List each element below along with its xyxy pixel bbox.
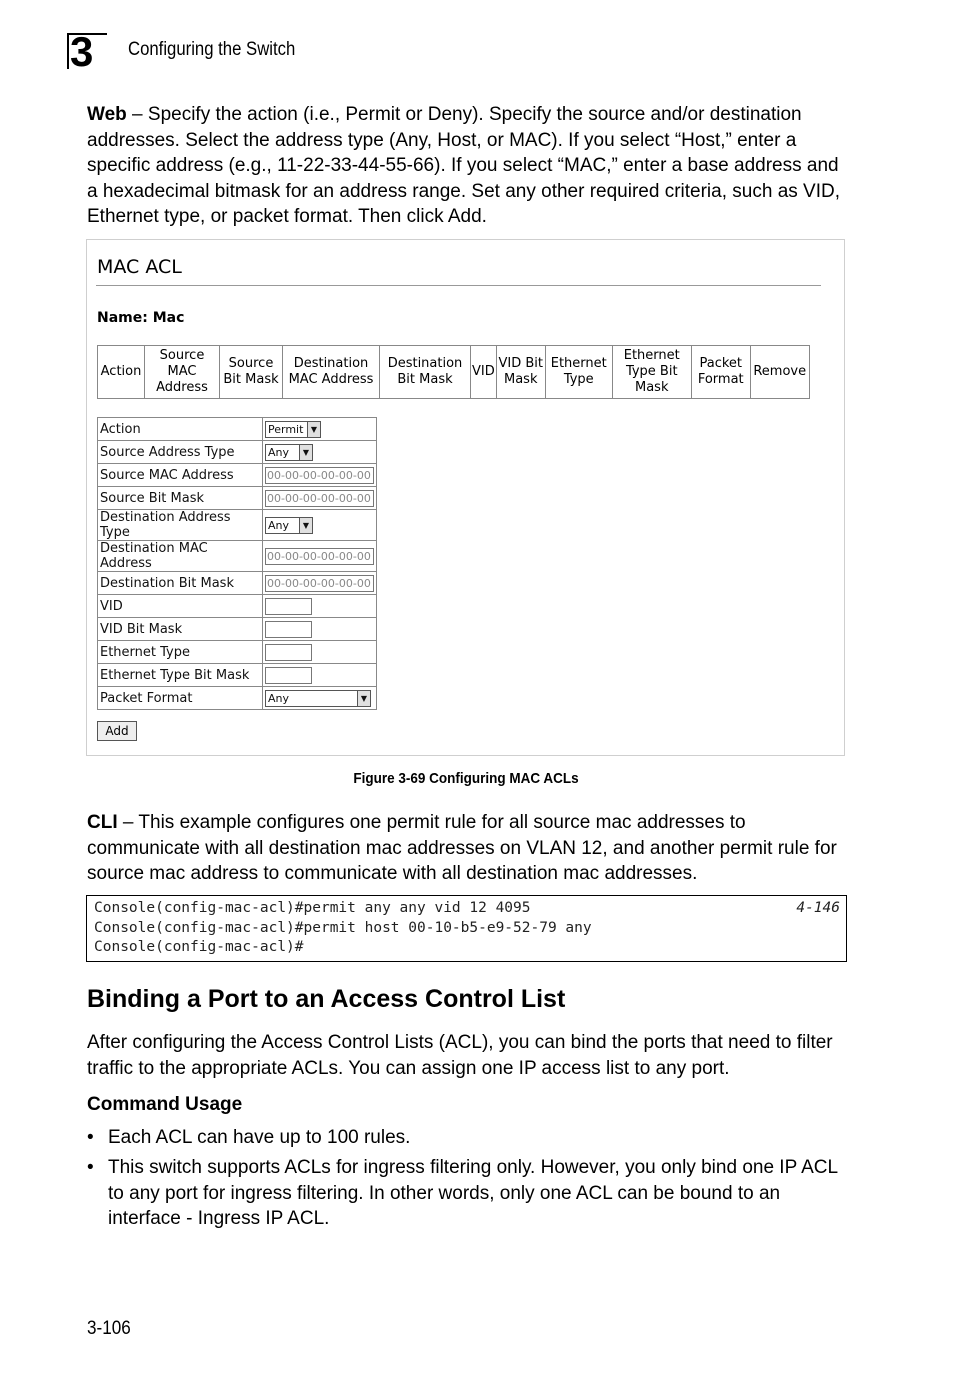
cli-label: CLI bbox=[87, 812, 118, 833]
form-label: Destination MAC Address bbox=[98, 541, 263, 572]
add-button[interactable]: Add bbox=[97, 721, 137, 741]
packet-format-select[interactable]: Any ▼ bbox=[265, 690, 371, 707]
mac-acl-title: MAC ACL bbox=[97, 256, 182, 278]
form-label: Source MAC Address bbox=[98, 464, 263, 487]
acl-name-label: Name: Mac bbox=[97, 310, 185, 326]
rule-columns-table bbox=[97, 345, 810, 399]
code-line: Console(config-mac-acl)#permit any any vid 12 4095 bbox=[94, 900, 531, 916]
col-ether-type: Ethernet Type bbox=[545, 346, 612, 399]
ether-type-input[interactable] bbox=[265, 644, 312, 661]
vid-input[interactable] bbox=[265, 598, 312, 615]
section-heading: Binding a Port to an Access Control List bbox=[87, 985, 566, 1013]
form-label: VID Bit Mask bbox=[98, 618, 263, 641]
source-mask-input[interactable]: 00-00-00-00-00-00 bbox=[265, 490, 374, 507]
col-packet-format: Packet Format bbox=[691, 346, 750, 399]
section-paragraph: After configuring the Access Control Lists (ACL), you can bind the ports that need to filter traffic to the appropriate ACLs. You can assign one IP access list to any port. bbox=[87, 1032, 833, 1079]
web-label: Web bbox=[87, 104, 127, 125]
chevron-down-icon: ▼ bbox=[299, 445, 312, 460]
dest-type-select[interactable]: Any ▼ bbox=[265, 517, 313, 534]
col-dest-mac: Destination MAC Address bbox=[283, 346, 380, 399]
dest-mac-input[interactable]: 00-00-00-00-00-00 bbox=[265, 548, 374, 565]
form-label: Source Address Type bbox=[98, 441, 263, 464]
title-divider bbox=[96, 285, 821, 286]
page-number: 3-106 bbox=[87, 1318, 131, 1339]
col-dest-mask: Destination Bit Mask bbox=[380, 346, 471, 399]
chapter-title: Configuring the Switch bbox=[128, 39, 296, 60]
col-source-mac: Source MAC Address bbox=[145, 346, 220, 399]
form-label: Action bbox=[98, 418, 263, 441]
col-vid-mask: VID Bit Mask bbox=[496, 346, 545, 399]
form-label: Ethernet Type bbox=[98, 641, 263, 664]
bullet-icon: • bbox=[87, 1157, 94, 1178]
command-usage-heading: Command Usage bbox=[87, 1094, 243, 1115]
source-mac-input[interactable]: 00-00-00-00-00-00 bbox=[265, 467, 374, 484]
mac-acl-screenshot bbox=[86, 239, 845, 756]
web-text: – Specify the action (i.e., Permit or Deny). Specify the source and/or destination addresses. Select the address type (Any, Host, or MAC). If you select “Host,” enter a specific address (e.g., 11-22-33-44-55-66). If you select “MAC,” enter a base address and a hexadecimal bitmask for an address range. Set any other required criteria, such as VID, Ethernet type, or packet format. Then click Add. bbox=[87, 104, 840, 227]
cli-text: – This example configures one permit rule for all source mac addresses to communicate with all destination mac addresses on VLAN 12, and another permit rule for source mac address to communicate with all destination mac addresses. bbox=[87, 812, 837, 884]
code-line: Console(config-mac-acl)# bbox=[94, 939, 304, 955]
cli-paragraph bbox=[87, 810, 847, 887]
chapter-number: 3 bbox=[70, 28, 94, 75]
form-label: Destination Bit Mask bbox=[98, 572, 263, 595]
code-line: Console(config-mac-acl)#permit host 00-10-b5-e9-52-79 any bbox=[94, 919, 592, 936]
form-label: Ethernet Type Bit Mask bbox=[98, 664, 263, 687]
chevron-down-icon: ▼ bbox=[357, 691, 370, 706]
vid-mask-input[interactable] bbox=[265, 621, 312, 638]
cli-code-block bbox=[86, 895, 847, 962]
bullet-icon: • bbox=[87, 1127, 94, 1148]
command-reference: 4-146 bbox=[796, 900, 840, 916]
chevron-down-icon: ▼ bbox=[299, 518, 312, 533]
form-label: Destination Address Type bbox=[98, 510, 263, 541]
ether-mask-input[interactable] bbox=[265, 667, 312, 684]
form-label: VID bbox=[98, 595, 263, 618]
col-vid: VID bbox=[471, 346, 497, 399]
web-paragraph bbox=[87, 102, 847, 230]
col-remove: Remove bbox=[750, 346, 809, 399]
col-ether-mask: Ethernet Type Bit Mask bbox=[612, 346, 691, 399]
form-label: Packet Format bbox=[98, 687, 263, 710]
col-action: Action bbox=[98, 346, 145, 399]
rule-form bbox=[97, 417, 377, 710]
action-select[interactable]: Permit ▼ bbox=[265, 421, 321, 438]
form-label: Source Bit Mask bbox=[98, 487, 263, 510]
source-type-select[interactable]: Any ▼ bbox=[265, 444, 313, 461]
figure-caption: Figure 3-69 Configuring MAC ACLs bbox=[353, 770, 579, 787]
dest-mask-input[interactable]: 00-00-00-00-00-00 bbox=[265, 575, 374, 592]
chevron-down-icon: ▼ bbox=[307, 422, 320, 437]
col-source-mask: Source Bit Mask bbox=[220, 346, 283, 399]
